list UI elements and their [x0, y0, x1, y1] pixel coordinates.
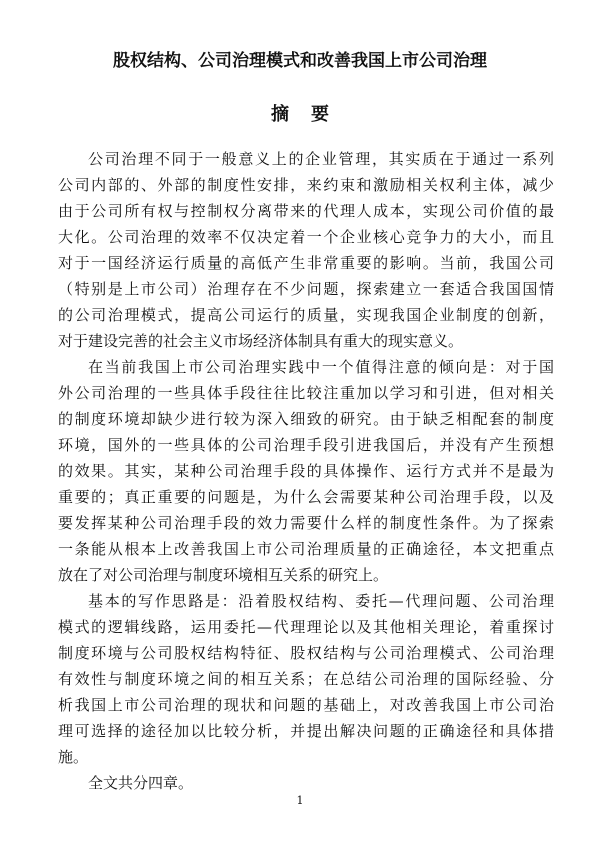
text-line: 放在了对公司治理与制度环境相互关系的研究上。: [58, 566, 389, 584]
text-line: 由于公司所有权与控制权分离带来的代理人成本，实现公司价值的最: [58, 202, 554, 220]
text-line: （特别是上市公司）治理存在不少问题，探索建立一套适合我国国情: [58, 280, 554, 298]
text-line: 析我国上市公司治理的现状和问题的基础上，对改善我国上市公司治: [58, 696, 554, 714]
text-line: 在当前我国上市公司治理实践中一个值得注意的倾向是：对于国: [88, 358, 554, 376]
paragraph-2: [58, 354, 554, 588]
text-line: 要发挥某种公司治理手段的效力需要什么样的制度性条件。为了探索: [58, 514, 554, 532]
text-line: 对于建设完善的社会主义市场经济体制具有重大的现实意义。: [58, 332, 464, 350]
abstract-heading: 摘要: [271, 104, 351, 125]
text-line: 施。: [58, 748, 89, 766]
text-line: 环境，国外的一些具体的公司治理手段引进我国后，并没有产生预想: [58, 436, 554, 454]
text-line: 模式的逻辑线路，运用委托—代理理论以及其他相关理论，着重探讨: [58, 618, 554, 636]
text-line: 大化。公司治理的效率不仅决定着一个企业核心竞争力的大小，而且: [58, 228, 554, 246]
page-number: 1: [296, 794, 304, 807]
text-line: 制度环境与公司股权结构特征、股权结构与公司治理模式、公司治理: [58, 644, 554, 662]
text-line: 对于一国经济运行质量的高低产生非常重要的影响。当前，我国公司: [58, 254, 554, 272]
paragraph-3: [58, 588, 554, 770]
abstract-body: [58, 146, 554, 796]
document-title: 股权结构、公司治理模式和改善我国上市公司治理: [113, 51, 487, 71]
text-line: 的制度环境却缺少进行较为深入细致的研究。由于缺乏相配套的制度: [58, 410, 554, 428]
text-line: 有效性与制度环境之间的相互关系；在总结公司治理的国际经验、分: [58, 670, 554, 688]
text-line: 重要的；真正重要的问题是，为什么会需要某种公司治理手段，以及: [58, 488, 554, 506]
text-line: 公司内部的、外部的制度性安排，来约束和激励相关权利主体，减少: [58, 176, 554, 194]
text-line: 理可选择的途径加以比较分析，并提出解决问题的正确途径和具体措: [58, 722, 554, 740]
text-line: 外公司治理的一些具体手段往往比较注重加以学习和引进，但对相关: [58, 384, 554, 402]
text-line: 一条能从根本上改善我国上市公司治理质量的正确途径，本文把重点: [58, 540, 554, 558]
paragraph-1: [58, 146, 554, 354]
text-line: 基本的写作思路是：沿着股权结构、委托—代理问题、公司治理: [88, 592, 554, 610]
text-line: 的效果。其实，某种公司治理手段的具体操作、运行方式并不是最为: [58, 462, 554, 480]
text-line: 的公司治理模式，提高公司运行的质量，实现我国企业制度的创新，: [58, 306, 554, 324]
paragraph-4: [58, 770, 554, 796]
text-line: 公司治理不同于一般意义上的企业管理，其实质在于通过一系列: [88, 150, 554, 168]
text-line: 全文共分四章。: [88, 774, 194, 792]
